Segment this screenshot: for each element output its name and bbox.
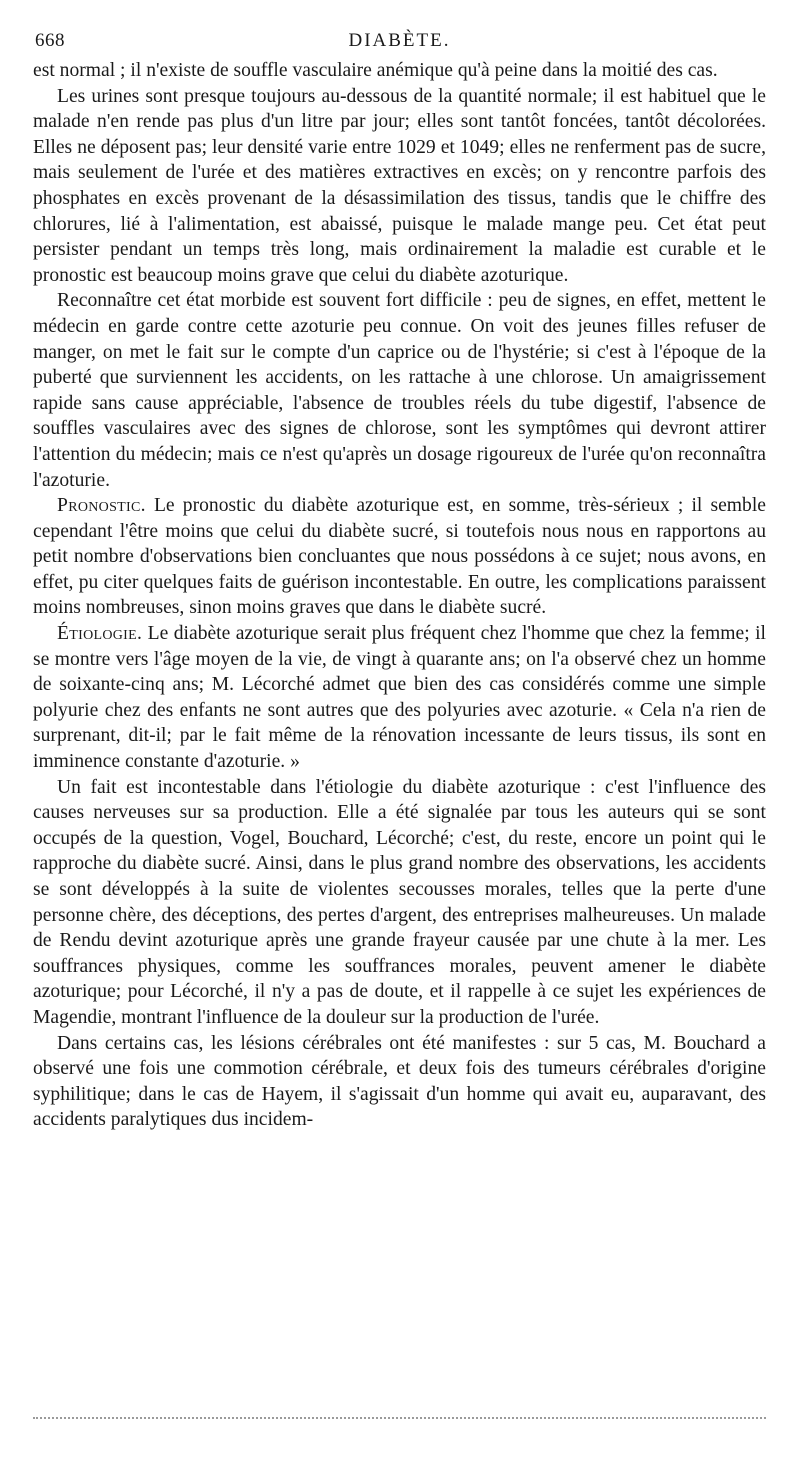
paragraph-text: Le pronostic du diabète azoturique est, en somme, très-sérieux ; il semble cependant l'être moins que celui du diabète sucré, si toutefois nous nous en rapportons au petit nombre d'observations bien concluantes que nous possédons à ce sujet; nous avons, en effet, pu citer quelques faits de guérison incontestable. En outre, les complications paraissent moins nombreuses, sinon moins graves que dans le diabète sucré. <box>33 495 766 619</box>
section-heading-etiologie: Étiologie. <box>57 623 143 645</box>
bottom-dotted-rule <box>33 1417 766 1419</box>
running-title: DIABÈTE. <box>348 30 451 51</box>
paragraph: Reconnaître cet état morbide est souvent fort difficile : peu de signes, en effet, mettent le médecin en garde contre cette azoturie peu connue. On voit des jeunes filles refuser de manger, on met le fait sur le compte d'un caprice ou de l'hystérie; si c'est à l'époque de la puberté que surviennent les accidents, on les rattache à une chlorose. Un amaigrissement rapide sans cause appréciable, l'absence de troubles réels du tube digestif, l'absence de souffles vasculaires avec des signes de chlorose, sont les symptômes qui devront attirer l'attention du médecin; mais ce n'est qu'après un dosage rigoureux de l'urée qu'on reconnaîtra l'azoturie. <box>33 290 766 491</box>
paragraph-etiologie <box>33 621 766 775</box>
paragraph: Un fait est incontestable dans l'étiologie du diabète azoturique : c'est l'influence des causes nerveuses sur sa production. Elle a été signalée par tous les auteurs qui se sont occupés de la question, Vogel, Bouchard, Lécorché; c'est, du reste, encore un point qui le rapproche du diabète sucré. Ainsi, dans le plus grand nombre des observations, les accidents se sont développés à la suite de violentes secousses morales, telles que la perte d'une personne chère, des déceptions, des pertes d'argent, des entreprises malheureuses. Un malade de Rendu devint azoturique après une grande frayeur causée par une chute à la mer. Les souffrances physiques, comme les souffrances morales, peuvent amener le diabète azoturique; pour Lécorché, il n'y a pas de doute, et il rappelle à ce sujet les expériences de Magendie, montrant l'influence de la douleur sur la production de l'urée. <box>33 776 766 1028</box>
paragraph: Dans certains cas, les lésions cérébrales ont été manifestes : sur 5 cas, M. Bouchard a observé une fois une commotion cérébrale, et deux fois des tumeurs cérébrales d'origine syphilitique; dans le cas de Hayem, il s'agissait d'un homme qui avait eu, auparavant, des accidents paralytiques dus incidem- <box>33 1032 766 1131</box>
paragraph: est normal ; il n'existe de souffle vasculaire anémique qu'à peine dans la moitié des cas. <box>33 60 718 81</box>
paragraph: Les urines sont presque toujours au-dessous de la quantité normale; il est habituel que le malade n'en rende pas plus d'un litre par jour; elles sont tantôt foncées, tantôt décolorées. Elles ne déposent pas; leur densité varie entre 1029 et 1049; elles ne renferment pas de sucre, mais seulement de l'urée et des matières extractives en excès; on y rencontre parfois des phosphates en excès provenant de la désassimilation des tissus, tandis que le chiffre des chlorures, lié à l'alimentation, est abaissé, puisque le malade mange peu. Cet état peut persister pendant un temps très long, mais ordinairement la maladie est curable et le pronostic est beaucoup moins grave que celui du diabète azoturique. <box>33 85 766 286</box>
paragraph-pronostic <box>33 493 766 621</box>
running-header <box>33 28 766 58</box>
page-number: 668 <box>35 30 65 51</box>
paragraph-text: Le diabète azoturique serait plus fréquent chez l'homme que chez la femme; il se montre vers l'âge moyen de la vie, de vingt à quarante ans; on l'a observé chez un homme de soixante-cinq ans; M. Lécorché admet que bien des cas considérés comme une simple polyurie chez des enfants ne sont autres que des polyuries avec azoturie. « Cela n'a rien de surprenant, dit-il; par le fait même de la rénovation incessante de leurs tissus, ils sont en imminence constante d'azoturie. » <box>33 623 766 773</box>
section-heading-pronostic: Pronostic. <box>57 495 146 517</box>
body-text <box>33 58 766 1133</box>
